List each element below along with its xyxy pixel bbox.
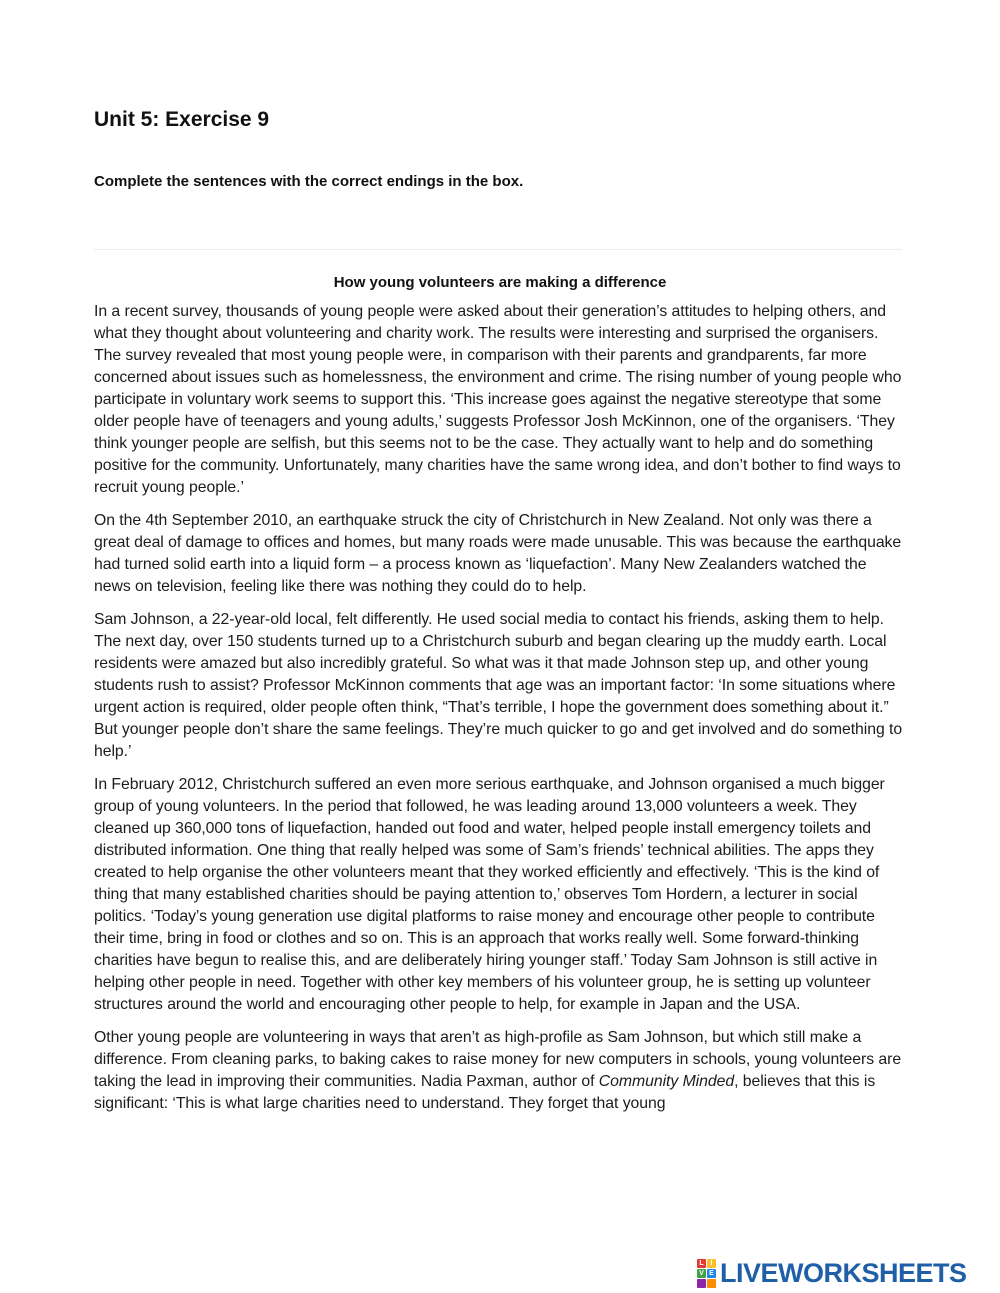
article-paragraph-2: On the 4th September 2010, an earthquake struck the city of Christchurch in New Zealand. Not only was there a great deal of damage to offices and homes, but many roads were made unusable. This was because the earthquake had turned solid earth into a liquid form – a process known as ‘liquefaction’. Many New Zealanders watched the news on television, feeling like there was nothing they could do to help. xyxy=(94,512,902,595)
article-paragraph-5 xyxy=(94,1027,906,1115)
logo-text: LIVEWORKSHEETS xyxy=(720,1257,967,1288)
divider xyxy=(94,249,902,250)
article-paragraph-4: In February 2012, Christchurch suffered an even more serious earthquake, and Johnson organised a much bigger group of young volunteers. In the period that followed, he was leading around 13,000 volunteers a week. They cleaned up 360,000 tons of liquefaction, handed out food and water, helped people install emergency toilets and distributed information. One thing that really helped was some of Sam’s friends’ technical abilities. The apps they created to help organise the other volunteers meant that they worked efficiently and effectively. ‘This is the kind of thing that many established charities should be paying attention to,’ observes Tom Hordern, a lecturer in social politics. ‘Today’s young generation use digital platforms to raise money and encourage other people to contribute their time, bring in food or clothes and so on. This is an approach that works really well. Some forward-thinking charities have begun to realise this, and are deliberately hiring younger staff.’ Today Sam Johnson is still active in helping other people in need. Together with other key members of his volunteer group, he is setting up volunteer structures around the world and encouraging other people to help, for example in Japan and the USA. xyxy=(94,776,885,1013)
instruction-text: Complete the sentences with the correct endings in the box. xyxy=(94,173,524,190)
page-title: Unit 5: Exercise 9 xyxy=(94,108,270,131)
book-title: Community Minded xyxy=(598,1073,735,1090)
logo-cell: E xyxy=(707,1269,716,1278)
article-paragraph-1: In a recent survey, thousands of young people were asked about their generation’s attitudes to helping others, and what they thought about volunteering and charity work. The results were interesting and surprised the organisers. The survey revealed that most young people were, in comparison with their parents and grandparents, far more concerned about issues such as homelessness, the environment and crime. The rising number of young people who participate in voluntary work seems to support this. ‘This increase goes against the negative stereotype that some older people have of teenagers and young adults,’ suggests Professor Josh McKinnon, one of the organisers. ‘They think younger people are selfish, but this seems not to be the case. They actually want to help and do something positive for the community. Unfortunately, many charities have the same wrong idea, and don’t bother to find ways to recruit young people.’ xyxy=(94,303,902,496)
logo-cell xyxy=(707,1279,716,1288)
logo-cell: V xyxy=(697,1269,706,1278)
article-paragraph-3: Sam Johnson, a 22-year-old local, felt differently. He used social media to contact his friends, asking them to help. The next day, over 150 students turned up to a Christchurch suburb and began clearing up the muddy earth. Local residents were amazed but also incredibly grateful. So what was it that made Johnson step up, and other young students rush to assist? Professor McKinnon comments that age was an important factor: ‘In some situations where urgent action is required, older people often think, “That’s terrible, I hope the government does something about it.” But younger people don’t share the same feelings. They’re much quicker to go and get involved and do something to help.’ xyxy=(94,611,903,760)
liveworksheets-logo xyxy=(697,1256,967,1290)
logo-grid-icon xyxy=(697,1259,716,1288)
article xyxy=(94,272,906,1126)
paragraph-5-text-start: Other young people are volunteering in ways that aren’t as high-profile as Sam Johnson, but which still make a difference. From cleaning parks, to baking cakes to raise money for new computers in schools, young volunteers are taking the lead in improving their communities. Nadia Paxman, author of xyxy=(94,1029,902,1090)
logo-cell xyxy=(697,1279,706,1288)
logo-cell: L xyxy=(697,1259,706,1268)
paragraph-5-text-end: , believes that this is significant: ‘This is what large charities need to understand. They forget that young xyxy=(94,1073,876,1112)
article-title: How young volunteers are making a difference xyxy=(333,274,667,291)
logo-cell: I xyxy=(707,1259,716,1268)
